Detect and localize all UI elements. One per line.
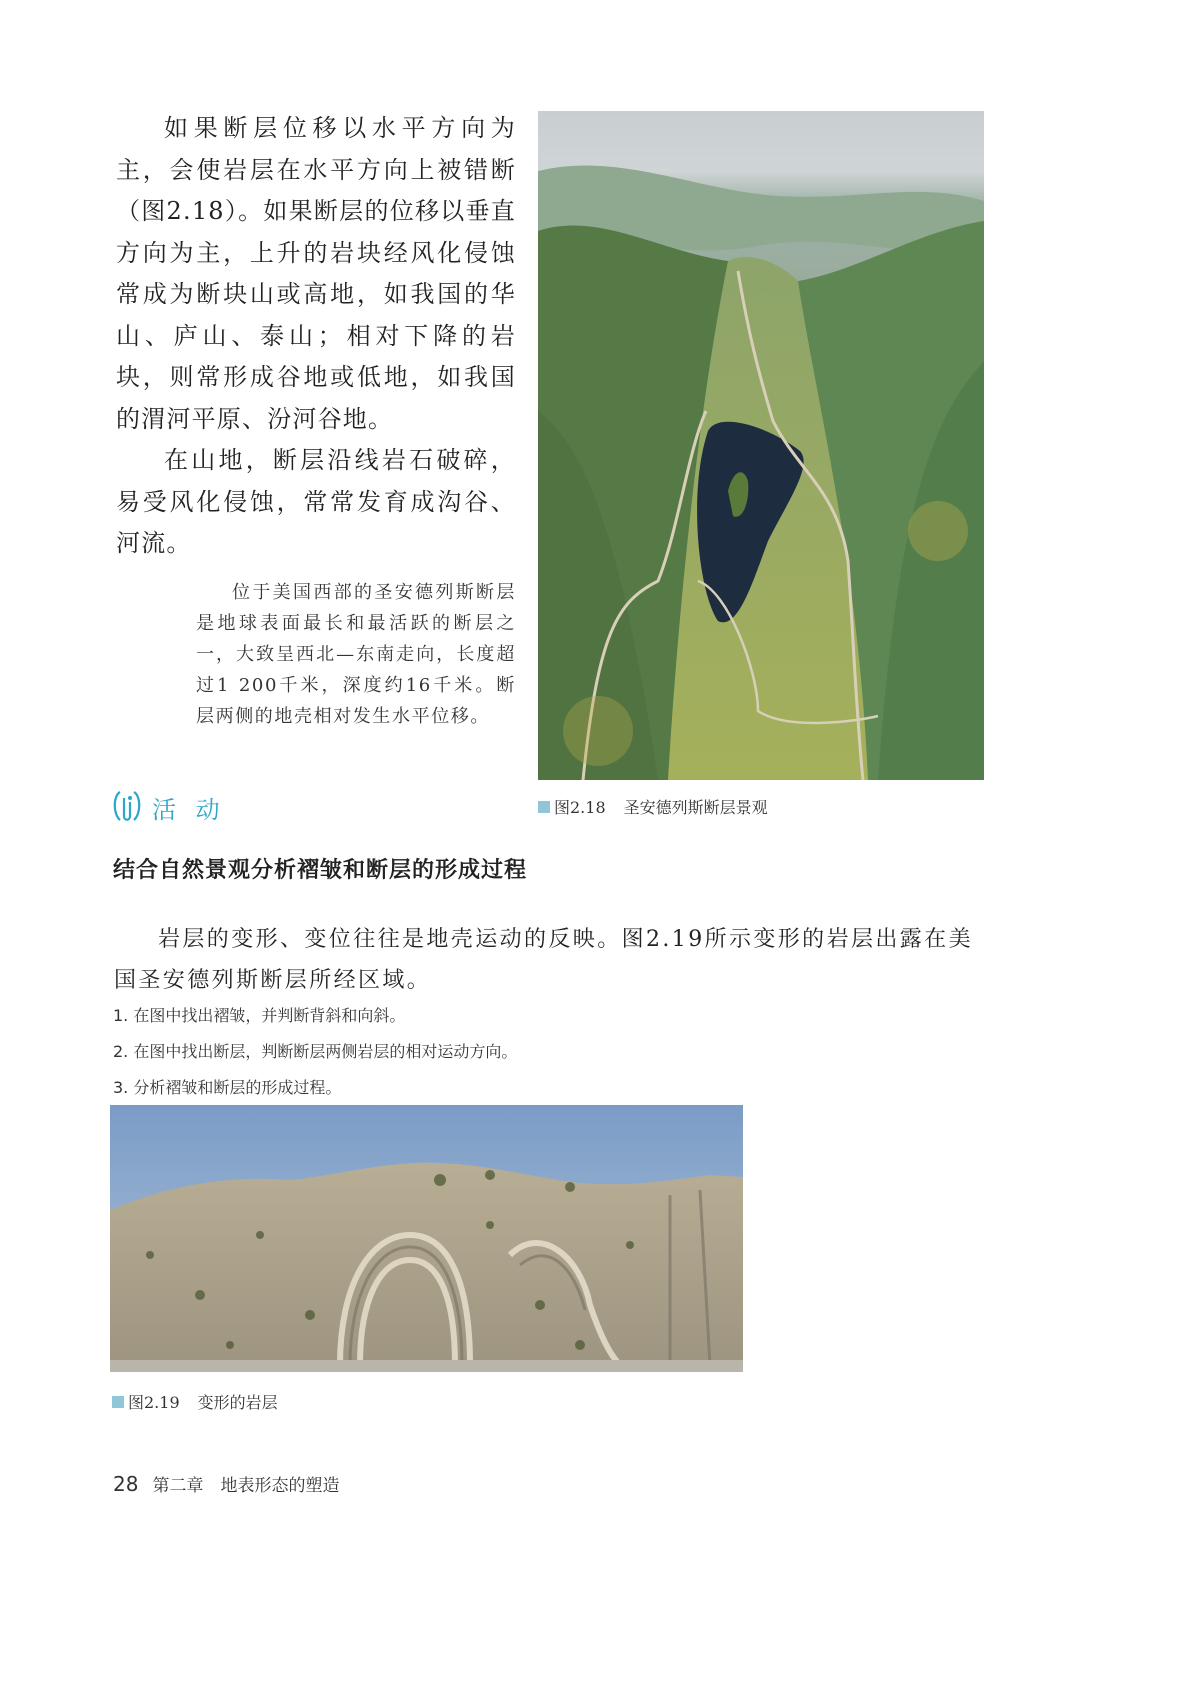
activity-intro-text: 岩层的变形、变位往往是地壳运动的反映。图2.19所示变形的岩层出露在美国圣安德列斯断层所经区域。	[114, 927, 973, 993]
figure-title: 变形的岩层	[197, 1393, 278, 1412]
figure-number: 图2.19	[128, 1393, 180, 1412]
figure-2-19-image	[110, 1105, 743, 1372]
question-list	[113, 998, 517, 1106]
side-note	[196, 577, 516, 732]
figure-title: 圣安德列斯断层景观	[623, 798, 768, 817]
question-item: 3. 分析褶皱和断层的形成过程。	[113, 1078, 342, 1097]
activity-heading: 结合自然景观分析褶皱和断层的形成过程	[113, 858, 528, 883]
question-item: 1. 在图中找出褶皱，并判断背斜和向斜。	[113, 1006, 406, 1025]
caption-square-icon	[112, 1396, 124, 1408]
question-item: 2. 在图中找出断层，判断断层两侧岩层的相对运动方向。	[113, 1042, 518, 1061]
figure-number: 图2.18	[554, 798, 606, 817]
body-text	[116, 108, 516, 565]
activity-label-text: 活 动	[152, 795, 226, 824]
figure-2-19-caption	[112, 1390, 278, 1413]
paragraph-1: 如果断层位移以水平方向为主，会使岩层在水平方向上被错断（图2.18）。如果断层的位移以垂直方向为主，上升的岩块经风化侵蚀常成为断块山或高地，如我国的华山、庐山、泰山；相对下降的岩块，则常形成谷地或低地，如我国的渭河平原、汾河谷地。	[116, 114, 516, 433]
figure-2-18-caption	[538, 795, 768, 818]
chapter-title: 第二章 地表形态的塑造	[152, 1476, 340, 1496]
paragraph-2: 在山地，断层沿线岩石破碎，易受风化侵蚀，常常发育成沟谷、河流。	[116, 446, 516, 557]
activity-label	[110, 788, 226, 826]
figure-2-18-image	[538, 111, 984, 780]
side-note-text: 位于美国西部的圣安德列斯断层是地球表面最长和最活跃的断层之一，大致呈西北—东南走向，长度超过1 200千米，深度约16千米。断层两侧的地壳相对发生水平位移。	[196, 582, 516, 727]
page-number: 28	[113, 1472, 139, 1496]
page-footer	[113, 1471, 339, 1496]
activity-intro	[114, 919, 984, 1001]
activity-icon	[110, 788, 144, 826]
caption-square-icon	[538, 801, 550, 813]
